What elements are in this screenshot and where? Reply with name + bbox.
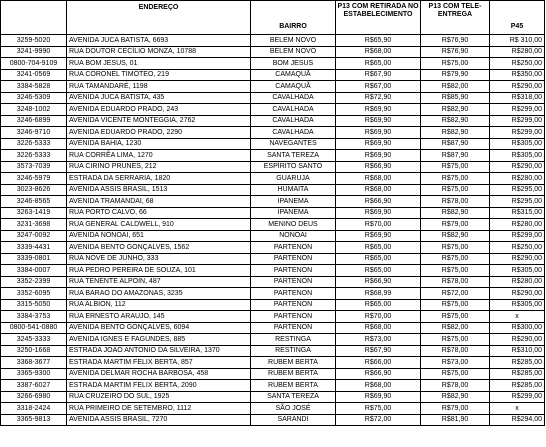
cell-p13-tele: R$76,90 [421,35,490,47]
cell-p45: R$290,00 [490,81,545,93]
cell-bairro: CAVALHADA [251,92,336,104]
cell-p13-retirada: R$69,90 [336,104,421,116]
cell-address: AVENIDA ASSIS BRASIL, 1513 [67,184,251,196]
cell-p45: R$350,00 [490,69,545,81]
cell-phone: 3246-5979 [1,173,67,185]
cell-bairro: RESTINGA [251,334,336,346]
cell-p45: R$250,00 [490,58,545,70]
cell-p13-tele: R$75,00 [421,334,490,346]
cell-p13-retirada: R$67,00 [336,81,421,93]
cell-phone: 3245-3333 [1,334,67,346]
cell-p13-retirada: R$68,00 [336,173,421,185]
cell-p45: R$318,00 [490,92,545,104]
table-row [1,35,545,47]
table-row [1,345,545,357]
cell-p13-tele: R$79,90 [421,69,490,81]
cell-bairro: PARTENON [251,242,336,254]
header-row [1,1,545,35]
cell-p13-tele: R$82,90 [421,104,490,116]
cell-address: RUA CIRINO PRUNES, 212 [67,161,251,173]
table-row [1,265,545,277]
cell-address: ESTRADA MARTIM FELIX BERTA, 857 [67,357,251,369]
cell-p45: R$290,00 [490,253,545,265]
cell-phone: 3339-4431 [1,242,67,254]
cell-p13-tele: R$75,00 [421,184,490,196]
cell-p45: R$295,00 [490,184,545,196]
cell-p13-tele: R$75,00 [421,368,490,380]
cell-bairro: SANTA TEREZA [251,150,336,162]
cell-phone: 3023-8626 [1,184,67,196]
cell-phone: 3352-6095 [1,288,67,300]
cell-p13-retirada: R$65,00 [336,253,421,265]
cell-phone: 3241-9990 [1,46,67,58]
cell-bairro: PARTENON [251,288,336,300]
cell-bairro: RESTINGA [251,345,336,357]
cell-bairro: RUBEM BERTA [251,357,336,369]
header-phone [1,1,67,35]
table-row [1,173,545,185]
cell-phone: 3231-3698 [1,219,67,231]
cell-bairro: SARANDI [251,414,336,426]
cell-phone: 3315-5050 [1,299,67,311]
cell-address: RUA ALBION, 112 [67,299,251,311]
cell-p13-retirada: R$69,90 [336,150,421,162]
cell-p13-tele: R$78,00 [421,380,490,392]
cell-address: RUA TAMANDARÉ, 1198 [67,81,251,93]
cell-phone: 3318-2424 [1,403,67,415]
cell-p13-retirada: R$66,90 [336,276,421,288]
cell-address: RUA CORRÊA LIMA, 1270 [67,150,251,162]
cell-p13-retirada: R$70,00 [336,311,421,323]
cell-address: RUA NOVE DE JUNHO, 333 [67,253,251,265]
cell-p45: R$ 310,00 [490,35,545,47]
cell-p13-retirada: R$66,00 [336,357,421,369]
cell-phone: 3246-5309 [1,92,67,104]
cell-bairro: PARTENON [251,276,336,288]
table-row [1,299,545,311]
cell-p13-tele: R$76,90 [421,46,490,58]
table-row [1,414,545,426]
cell-address: AVENIDA DELMAR ROCHA BARBOSA, 458 [67,368,251,380]
table-row [1,184,545,196]
cell-bairro: CAMAQUÃ [251,69,336,81]
cell-p13-tele: R$87,90 [421,150,490,162]
table-row [1,161,545,173]
cell-p13-tele: R$82,90 [421,127,490,139]
cell-bairro: PARTENON [251,299,336,311]
cell-p13-retirada: R$69,90 [336,115,421,127]
cell-bairro: BOM JESUS [251,58,336,70]
header-p13-tele: P13 COM TELE-ENTREGA [421,1,490,35]
cell-p13-tele: R$75,00 [421,161,490,173]
cell-p13-tele: R$72,00 [421,288,490,300]
cell-p13-tele: R$79,00 [421,219,490,231]
cell-p13-retirada: R$70,00 [336,219,421,231]
cell-address: AVENIDA BAHIA, 1230 [67,138,251,150]
cell-bairro: IPANEMA [251,196,336,208]
cell-p13-retirada: R$68,00 [336,322,421,334]
cell-p13-tele: R$75,00 [421,58,490,70]
cell-address: ESTRADA DA SERRARIA, 1820 [67,173,251,185]
cell-p13-tele: R$79,00 [421,403,490,415]
table-row [1,380,545,392]
cell-address: AVENIDA BENTO GONÇALVES, 6094 [67,322,251,334]
cell-p45: x [490,403,545,415]
cell-bairro: ESPÍRITO SANTO [251,161,336,173]
cell-p45: R$299,00 [490,391,545,403]
cell-bairro: PARTENON [251,265,336,277]
cell-p13-tele: R$82,90 [421,230,490,242]
cell-address: RUA TENENTE ALPOIN, 487 [67,276,251,288]
cell-p13-retirada: R$66,90 [336,161,421,173]
cell-p45: R$305,00 [490,299,545,311]
cell-p45: R$250,00 [490,242,545,254]
cell-p45: R$299,00 [490,230,545,242]
cell-p13-retirada: R$65,00 [336,265,421,277]
cell-bairro: PARTENON [251,311,336,323]
cell-p45: R$305,00 [490,150,545,162]
cell-phone: 3226-5333 [1,138,67,150]
cell-address: RUA BOM JESUS, 01 [67,58,251,70]
cell-p13-retirada: R$69,90 [336,127,421,139]
cell-p45: R$300,00 [490,322,545,334]
cell-phone: 3266-6980 [1,391,67,403]
table-row [1,115,545,127]
cell-address: RUA BARAO DO AMAZONAS, 3235 [67,288,251,300]
cell-phone: 3365-9813 [1,414,67,426]
cell-p13-retirada: R$72,90 [336,92,421,104]
cell-p13-retirada: R$69,90 [336,138,421,150]
cell-address: AVENIDA NONOAI, 651 [67,230,251,242]
cell-bairro: BELEM NOVO [251,46,336,58]
cell-p45: R$280,00 [490,219,545,231]
table-row [1,58,545,70]
cell-p45: R$299,00 [490,104,545,116]
cell-p13-tele: R$75,00 [421,253,490,265]
cell-bairro: BELEM NOVO [251,35,336,47]
cell-bairro: GUARUJA [251,173,336,185]
cell-bairro: NONOAI [251,230,336,242]
cell-p45: R$290,00 [490,161,545,173]
cell-p13-retirada: R$73,00 [336,334,421,346]
cell-bairro: CAVALHADA [251,104,336,116]
cell-p13-tele: R$75,00 [421,173,490,185]
cell-p45: x [490,311,545,323]
cell-bairro: MENINO DEUS [251,219,336,231]
table-row [1,81,545,93]
header-bairro: BAIRRO [251,1,336,35]
cell-p13-retirada: R$69,90 [336,391,421,403]
cell-bairro: CAVALHADA [251,115,336,127]
cell-bairro: PARTENON [251,322,336,334]
cell-p45: R$285,00 [490,357,545,369]
cell-address: AVENIDA IGNES E FAGUNDES, 885 [67,334,251,346]
table-row [1,403,545,415]
cell-address: AVENIDA BENTO GONÇALVES, 1562 [67,242,251,254]
cell-p13-retirada: R$65,00 [336,58,421,70]
table-row [1,46,545,58]
cell-p13-retirada: R$69,90 [336,207,421,219]
cell-p13-retirada: R$66,90 [336,368,421,380]
cell-p13-tele: R$81,90 [421,414,490,426]
table-row [1,391,545,403]
cell-p13-tele: R$78,00 [421,276,490,288]
cell-p13-retirada: R$68,00 [336,380,421,392]
cell-phone: 3384-3753 [1,311,67,323]
table-row [1,368,545,380]
cell-p13-tele: R$82,00 [421,81,490,93]
cell-bairro: PARTENON [251,253,336,265]
cell-phone: 3241-0569 [1,69,67,81]
table-row [1,322,545,334]
cell-address: AVENIDA TRAMANDAI, 68 [67,196,251,208]
cell-p45: R$290,00 [490,288,545,300]
table-row [1,219,545,231]
table-body [1,35,545,426]
cell-address: RUA GENERAL CALDWELL, 910 [67,219,251,231]
cell-address: RUA DOUTOR CECÍLIO MONZA, 10788 [67,46,251,58]
cell-phone: 3226-5333 [1,150,67,162]
table-row [1,253,545,265]
table-row [1,69,545,81]
cell-bairro: SÃO JOSÉ [251,403,336,415]
cell-address: AVENIDA JUCA BATISTA, 6693 [67,35,251,47]
cell-p45: R$294,00 [490,414,545,426]
cell-p45: R$299,00 [490,115,545,127]
cell-p13-tele: R$85,90 [421,92,490,104]
cell-phone: 3247-0092 [1,230,67,242]
cell-phone: 0800-704-9109 [1,58,67,70]
cell-p13-tele: R$75,00 [421,299,490,311]
cell-p13-retirada: R$67,90 [336,69,421,81]
cell-p13-retirada: R$65,90 [336,35,421,47]
cell-bairro: SANTA TEREZA [251,391,336,403]
cell-bairro: CAMAQUÃ [251,81,336,93]
cell-phone: 3246-8565 [1,196,67,208]
cell-address: ESTRADA MARTIM FELIX BERTA, 2090 [67,380,251,392]
table-header [1,1,545,35]
cell-p13-tele: R$73,00 [421,357,490,369]
cell-p45: R$285,00 [490,380,545,392]
cell-p45: R$305,00 [490,138,545,150]
cell-phone: 3339-0801 [1,253,67,265]
cell-address: RUA PEDRO PEREIRA DE SOUZA, 101 [67,265,251,277]
cell-p45: R$305,00 [490,265,545,277]
cell-p13-retirada: R$68,00 [336,184,421,196]
cell-phone: 3246-9710 [1,127,67,139]
cell-address: RUA CRUZEIRO DO SUL, 1925 [67,391,251,403]
cell-p45: R$290,00 [490,334,545,346]
cell-p45: R$280,00 [490,276,545,288]
cell-p45: R$280,00 [490,46,545,58]
cell-p13-tele: R$82,00 [421,322,490,334]
table-row [1,150,545,162]
table-row [1,127,545,139]
cell-p45: R$295,00 [490,196,545,208]
cell-phone: 3384-0007 [1,265,67,277]
table-row [1,138,545,150]
cell-phone: 3250-1668 [1,345,67,357]
cell-p13-retirada: R$68,00 [336,46,421,58]
cell-address: RUA PRIMEIRO DE SETEMBRO, 1112 [67,403,251,415]
header-endereco: ENDEREÇO [67,1,251,35]
cell-phone: 3246-6899 [1,115,67,127]
cell-p45: R$315,00 [490,207,545,219]
cell-p13-tele: R$78,00 [421,345,490,357]
cell-phone: 3384-5828 [1,81,67,93]
cell-p13-retirada: R$66,90 [336,196,421,208]
cell-address: AVENIDA VICENTE MONTEGGIA, 2762 [67,115,251,127]
cell-p45: R$285,00 [490,368,545,380]
cell-bairro: CAVALHADA [251,127,336,139]
cell-bairro: IPANEMA [251,207,336,219]
cell-p45: R$310,00 [490,345,545,357]
cell-bairro: NAVEGANTES [251,138,336,150]
table-row [1,242,545,254]
table-row [1,104,545,116]
cell-p13-retirada: R$72,00 [336,414,421,426]
cell-address: ESTRADA JOAO ANTONIO DA SILVEIRA, 1370 [67,345,251,357]
cell-address: RUA ERNESTO ARAUJO, 145 [67,311,251,323]
table-row [1,230,545,242]
cell-p13-tele: R$82,90 [421,391,490,403]
cell-phone: 3259-5020 [1,35,67,47]
header-p13-retirada: P13 COM RETIRADA NO ESTABELECIMENTO [336,1,421,35]
cell-phone: 3387-6027 [1,380,67,392]
cell-phone: 3263-1419 [1,207,67,219]
header-p45: P45 [490,1,545,35]
cell-p13-tele: R$75,00 [421,242,490,254]
cell-phone: 3352-2399 [1,276,67,288]
cell-address: AVENIDA JUCA BATISTA, 435 [67,92,251,104]
cell-p45: R$280,00 [490,173,545,185]
table-row [1,288,545,300]
table-row [1,196,545,208]
cell-p13-retirada: R$69,90 [336,230,421,242]
cell-p13-retirada: R$65,00 [336,299,421,311]
cell-address: RUA CORONEL TIMOTEO, 219 [67,69,251,81]
cell-phone: 0800-541-0880 [1,322,67,334]
cell-p13-tele: R$82,90 [421,115,490,127]
table-row [1,276,545,288]
cell-p45: R$299,00 [490,127,545,139]
cell-p13-retirada: R$68,99 [336,288,421,300]
cell-address: AVENIDA ASSIS BRASIL, 7270 [67,414,251,426]
cell-phone: 3573-7039 [1,161,67,173]
cell-p13-tele: R$75,00 [421,265,490,277]
cell-phone: 3365-9300 [1,368,67,380]
cell-bairro: RUBEM BERTA [251,380,336,392]
cell-address: AVENIDA EDUARDO PRADO, 243 [67,104,251,116]
table-row [1,357,545,369]
cell-p13-retirada: R$75,00 [336,403,421,415]
cell-p13-tele: R$75,00 [421,311,490,323]
cell-phone: 3368-3677 [1,357,67,369]
table-row [1,334,545,346]
cell-address: AVENIDA EDUARDO PRADO, 2290 [67,127,251,139]
cell-bairro: RUBEM BERTA [251,368,336,380]
cell-p13-tele: R$82,90 [421,207,490,219]
table-row [1,311,545,323]
cell-p13-tele: R$78,00 [421,196,490,208]
cell-phone: 3248-1002 [1,104,67,116]
cell-p13-retirada: R$67,90 [336,345,421,357]
table-row [1,207,545,219]
cell-bairro: HUMAITA [251,184,336,196]
cell-p13-tele: R$87,90 [421,138,490,150]
cell-p13-retirada: R$65,00 [336,242,421,254]
cell-address: RUA PORTO CALVO, 66 [67,207,251,219]
table-row [1,92,545,104]
